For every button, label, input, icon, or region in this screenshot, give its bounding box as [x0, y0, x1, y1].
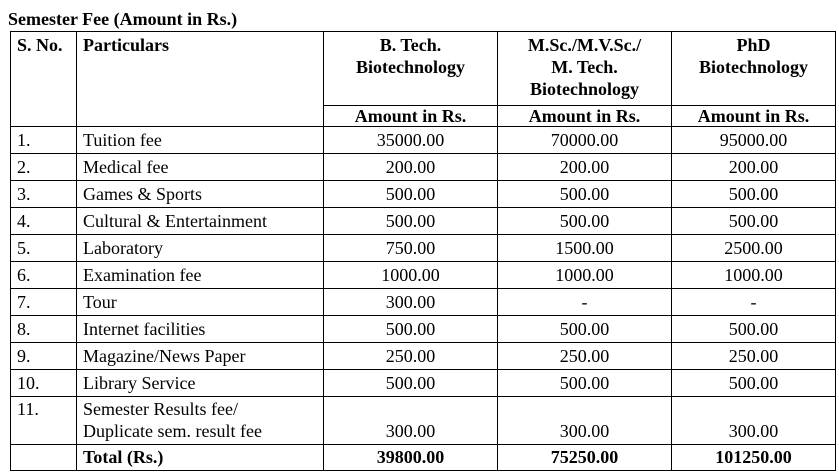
- row-msc-amount: 500.00: [498, 370, 672, 397]
- row-btech-amount: 300.00: [324, 289, 498, 316]
- row-phd-amount: 2500.00: [672, 235, 836, 262]
- row-msc-amount: 1500.00: [498, 235, 672, 262]
- row-particular: Laboratory: [77, 235, 324, 262]
- page-title: Semester Fee (Amount in Rs.): [8, 9, 238, 29]
- table-row: [11, 208, 836, 235]
- row-btech-amount: 250.00: [324, 343, 498, 370]
- row-particular-line1: Semester Results fee/: [83, 399, 238, 419]
- row-btech-amount: 35000.00: [324, 127, 498, 154]
- row-sno: 2.: [11, 154, 77, 181]
- row-phd-amount: 500.00: [672, 370, 836, 397]
- row-phd-amount: 200.00: [672, 154, 836, 181]
- row-btech-amount: 500.00: [324, 181, 498, 208]
- row-particular: Internet facilities: [77, 316, 324, 343]
- row-sno: 1.: [11, 127, 77, 154]
- row-phd-amount: 500.00: [672, 208, 836, 235]
- header-msc-line3: Biotechnology: [529, 79, 639, 99]
- row-sno: 7.: [11, 289, 77, 316]
- table-row: [11, 289, 836, 316]
- header-msc-line1: M.Sc./M.V.Sc./: [527, 35, 642, 55]
- row-btech-amount: 1000.00: [324, 262, 498, 289]
- table-row: [11, 316, 836, 343]
- total-btech-amount: 39800.00: [324, 445, 498, 471]
- header-phd-line2: Biotechnology: [698, 57, 808, 77]
- row-phd-amount: 500.00: [672, 316, 836, 343]
- table-row: [11, 235, 836, 262]
- row-particular: Tour: [77, 289, 324, 316]
- total-msc-amount: 75250.00: [498, 445, 672, 471]
- header-btech-line2: Biotechnology: [355, 57, 465, 77]
- table-row: [11, 127, 836, 154]
- row-btech-amount: 300.00: [324, 397, 498, 445]
- row-msc-amount: 500.00: [498, 181, 672, 208]
- header-sno: S. No.: [11, 32, 77, 127]
- row-phd-amount: 500.00: [672, 181, 836, 208]
- row-particular: Library Service: [77, 370, 324, 397]
- row-btech-amount: 500.00: [324, 208, 498, 235]
- row-sno: 5.: [11, 235, 77, 262]
- table-row: [11, 181, 836, 208]
- row-particular: Medical fee: [77, 154, 324, 181]
- row-particular: Magazine/News Paper: [77, 343, 324, 370]
- row-particular: [77, 397, 324, 445]
- header-phd: [672, 32, 836, 106]
- row-btech-amount: 200.00: [324, 154, 498, 181]
- row-particular: Games & Sports: [77, 181, 324, 208]
- table-row: [11, 262, 836, 289]
- row-msc-amount: -: [498, 289, 672, 316]
- header-particulars: Particulars: [77, 32, 324, 127]
- table-row: [11, 343, 836, 370]
- row-btech-amount: 500.00: [324, 370, 498, 397]
- row-sno: 3.: [11, 181, 77, 208]
- header-phd-line1: PhD: [736, 35, 771, 55]
- header-msc: [498, 32, 672, 106]
- header-msc-line2: M. Tech.: [551, 57, 618, 77]
- table-row: [11, 397, 836, 445]
- row-phd-amount: -: [672, 289, 836, 316]
- total-phd-amount: 101250.00: [672, 445, 836, 471]
- header-btech-line1: B. Tech.: [379, 35, 442, 55]
- row-phd-amount: 95000.00: [672, 127, 836, 154]
- row-phd-amount: 300.00: [672, 397, 836, 445]
- row-msc-amount: 250.00: [498, 343, 672, 370]
- row-sno: 6.: [11, 262, 77, 289]
- row-particular: Cultural & Entertainment: [77, 208, 324, 235]
- row-particular-line2: Duplicate sem. result fee: [83, 421, 262, 441]
- table-row: [11, 370, 836, 397]
- header-row: [11, 32, 836, 106]
- row-sno: 9.: [11, 343, 77, 370]
- row-msc-amount: 1000.00: [498, 262, 672, 289]
- table-row: [11, 154, 836, 181]
- row-btech-amount: 500.00: [324, 316, 498, 343]
- row-msc-amount: 200.00: [498, 154, 672, 181]
- row-particular: Examination fee: [77, 262, 324, 289]
- row-msc-amount: 500.00: [498, 208, 672, 235]
- total-label: Total (Rs.): [77, 445, 324, 471]
- amount-label-btech: Amount in Rs.: [324, 106, 498, 127]
- row-sno: 11.: [11, 397, 77, 445]
- semester-fee-table: [10, 31, 836, 471]
- row-sno: 4.: [11, 208, 77, 235]
- row-particular: Tuition fee: [77, 127, 324, 154]
- row-sno: 8.: [11, 316, 77, 343]
- total-row: [11, 445, 836, 471]
- row-msc-amount: 500.00: [498, 316, 672, 343]
- header-btech: [324, 32, 498, 106]
- row-msc-amount: 70000.00: [498, 127, 672, 154]
- row-phd-amount: 1000.00: [672, 262, 836, 289]
- amount-label-msc: Amount in Rs.: [498, 106, 672, 127]
- row-sno: 10.: [11, 370, 77, 397]
- row-btech-amount: 750.00: [324, 235, 498, 262]
- amount-label-phd: Amount in Rs.: [672, 106, 836, 127]
- row-msc-amount: 300.00: [498, 397, 672, 445]
- total-sno-empty: [11, 445, 77, 471]
- row-phd-amount: 250.00: [672, 343, 836, 370]
